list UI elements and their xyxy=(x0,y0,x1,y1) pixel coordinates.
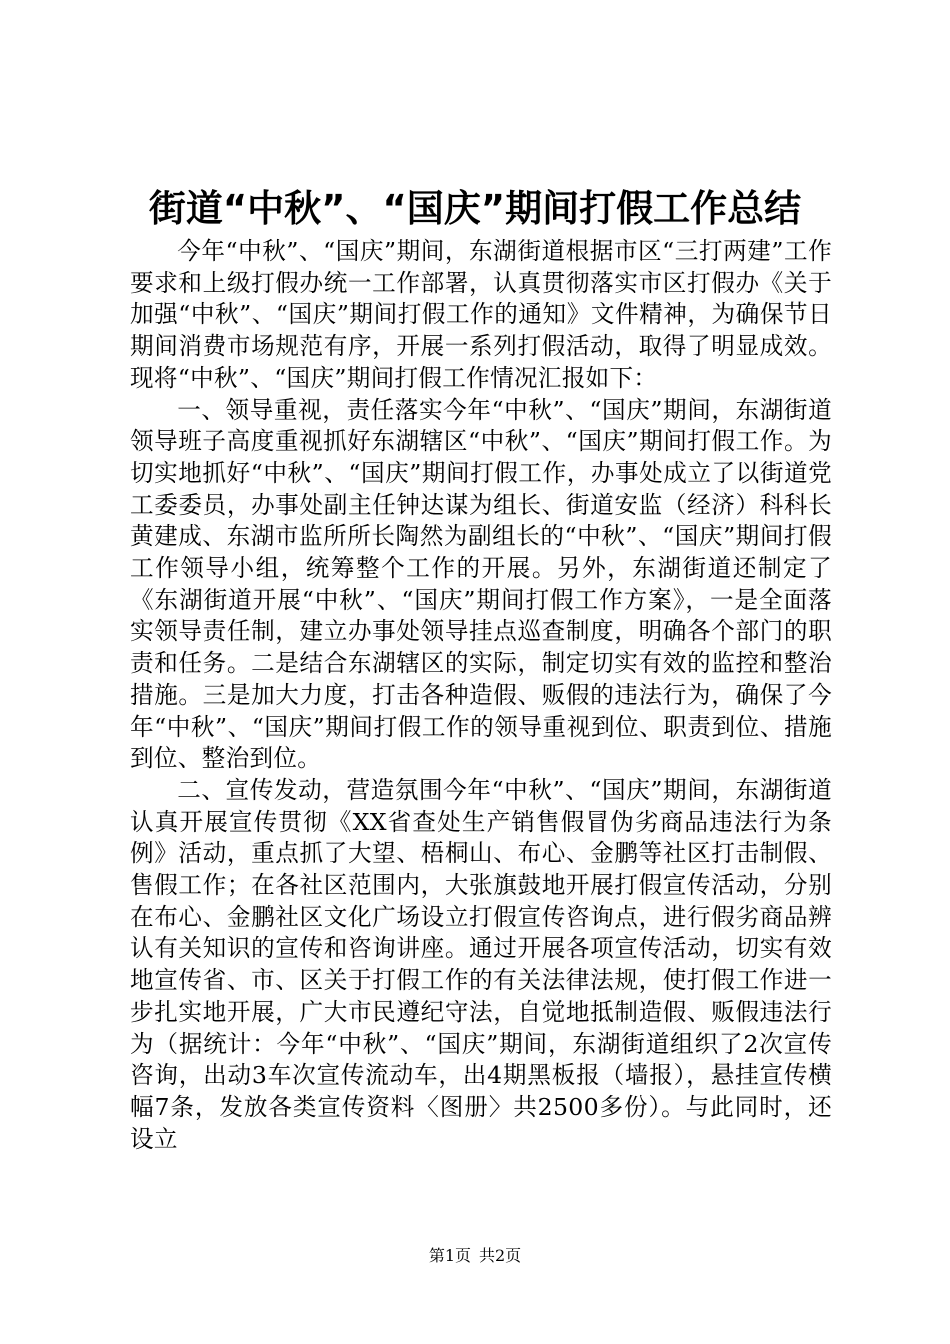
document-body xyxy=(130,236,832,1155)
paragraph-intro: 今年“中秋”、“国庆”期间，东湖街道根据市区“三打两建”工作要求和上级打假办统一工作部署，认真贯彻落实市区打假办《关于加强“中秋”、“国庆”期间打假工作的通知》文件精神，为确保节日期间消费市场规范有序，开展一系列打假活动，取得了明显成效。现将“中秋”、“国庆”期间打假工作情况汇报如下： xyxy=(130,237,832,392)
document-title: 街道“中秋”、“国庆”期间打假工作总结 xyxy=(148,187,802,230)
page-footer xyxy=(0,1246,950,1266)
page-total: 共2页 xyxy=(479,1246,522,1265)
page-number: 第1页 xyxy=(428,1246,471,1265)
paragraph-publicity: 二、宣传发动，营造氛围今年“中秋”、“国庆”期间，东湖街道认真开展宣传贯彻《XX省查处生产销售假冒伪劣商品违法行为条例》活动，重点抓了大望、梧桐山、布心、金鹏等社区打击制假、售假工作；在各社区范围内，大张旗鼓地开展打假宣传活动，分别在布心、金鹏社区文化广场设立打假宣传咨询点，进行假劣商品辨认有关知识的宣传和咨询讲座。通过开展各项宣传活动，切实有效地宣传省、市、区关于打假工作的有关法律法规，使打假工作进一步扎实地开展，广大市民遵纪守法，自觉地抵制造假、贩假违法行为（据统计：今年“中秋”、“国庆”期间，东湖街道组织了2次宣传咨询，出动3车次宣传流动车，出4期黑板报（墙报），悬挂宣传横幅7条，发放各类宣传资料〈图册〉共2500多份）。与此同时，还设立 xyxy=(130,775,832,1153)
paragraph-leadership: 一、领导重视，责任落实今年“中秋”、“国庆”期间，东湖街道领导班子高度重视抓好东湖辖区“中秋”、“国庆”期间打假工作。为切实地抓好“中秋”、“国庆”期间打假工作，办事处成立了以街道党工委委员，办事处副主任钟达谋为组长、街道安监（经济）科科长黄建成、东湖市监所所长陶然为副组长的“中秋”、“国庆”期间打假工作领导小组，统筹整个工作的开展。另外，东湖街道还制定了《东湖街道开展“中秋”、“国庆”期间打假工作方案》，一是全面落实领导责任制，建立办事处领导挂点巡查制度，明确各个部门的职责和任务。二是结合东湖辖区的实际，制定切实有效的监控和整治措施。三是加大力度，打击各种造假、贩假的违法行为，确保了今年“中秋”、“国庆”期间打假工作的领导重视到位、职责到位、措施到位、整治到位。 xyxy=(130,395,832,773)
